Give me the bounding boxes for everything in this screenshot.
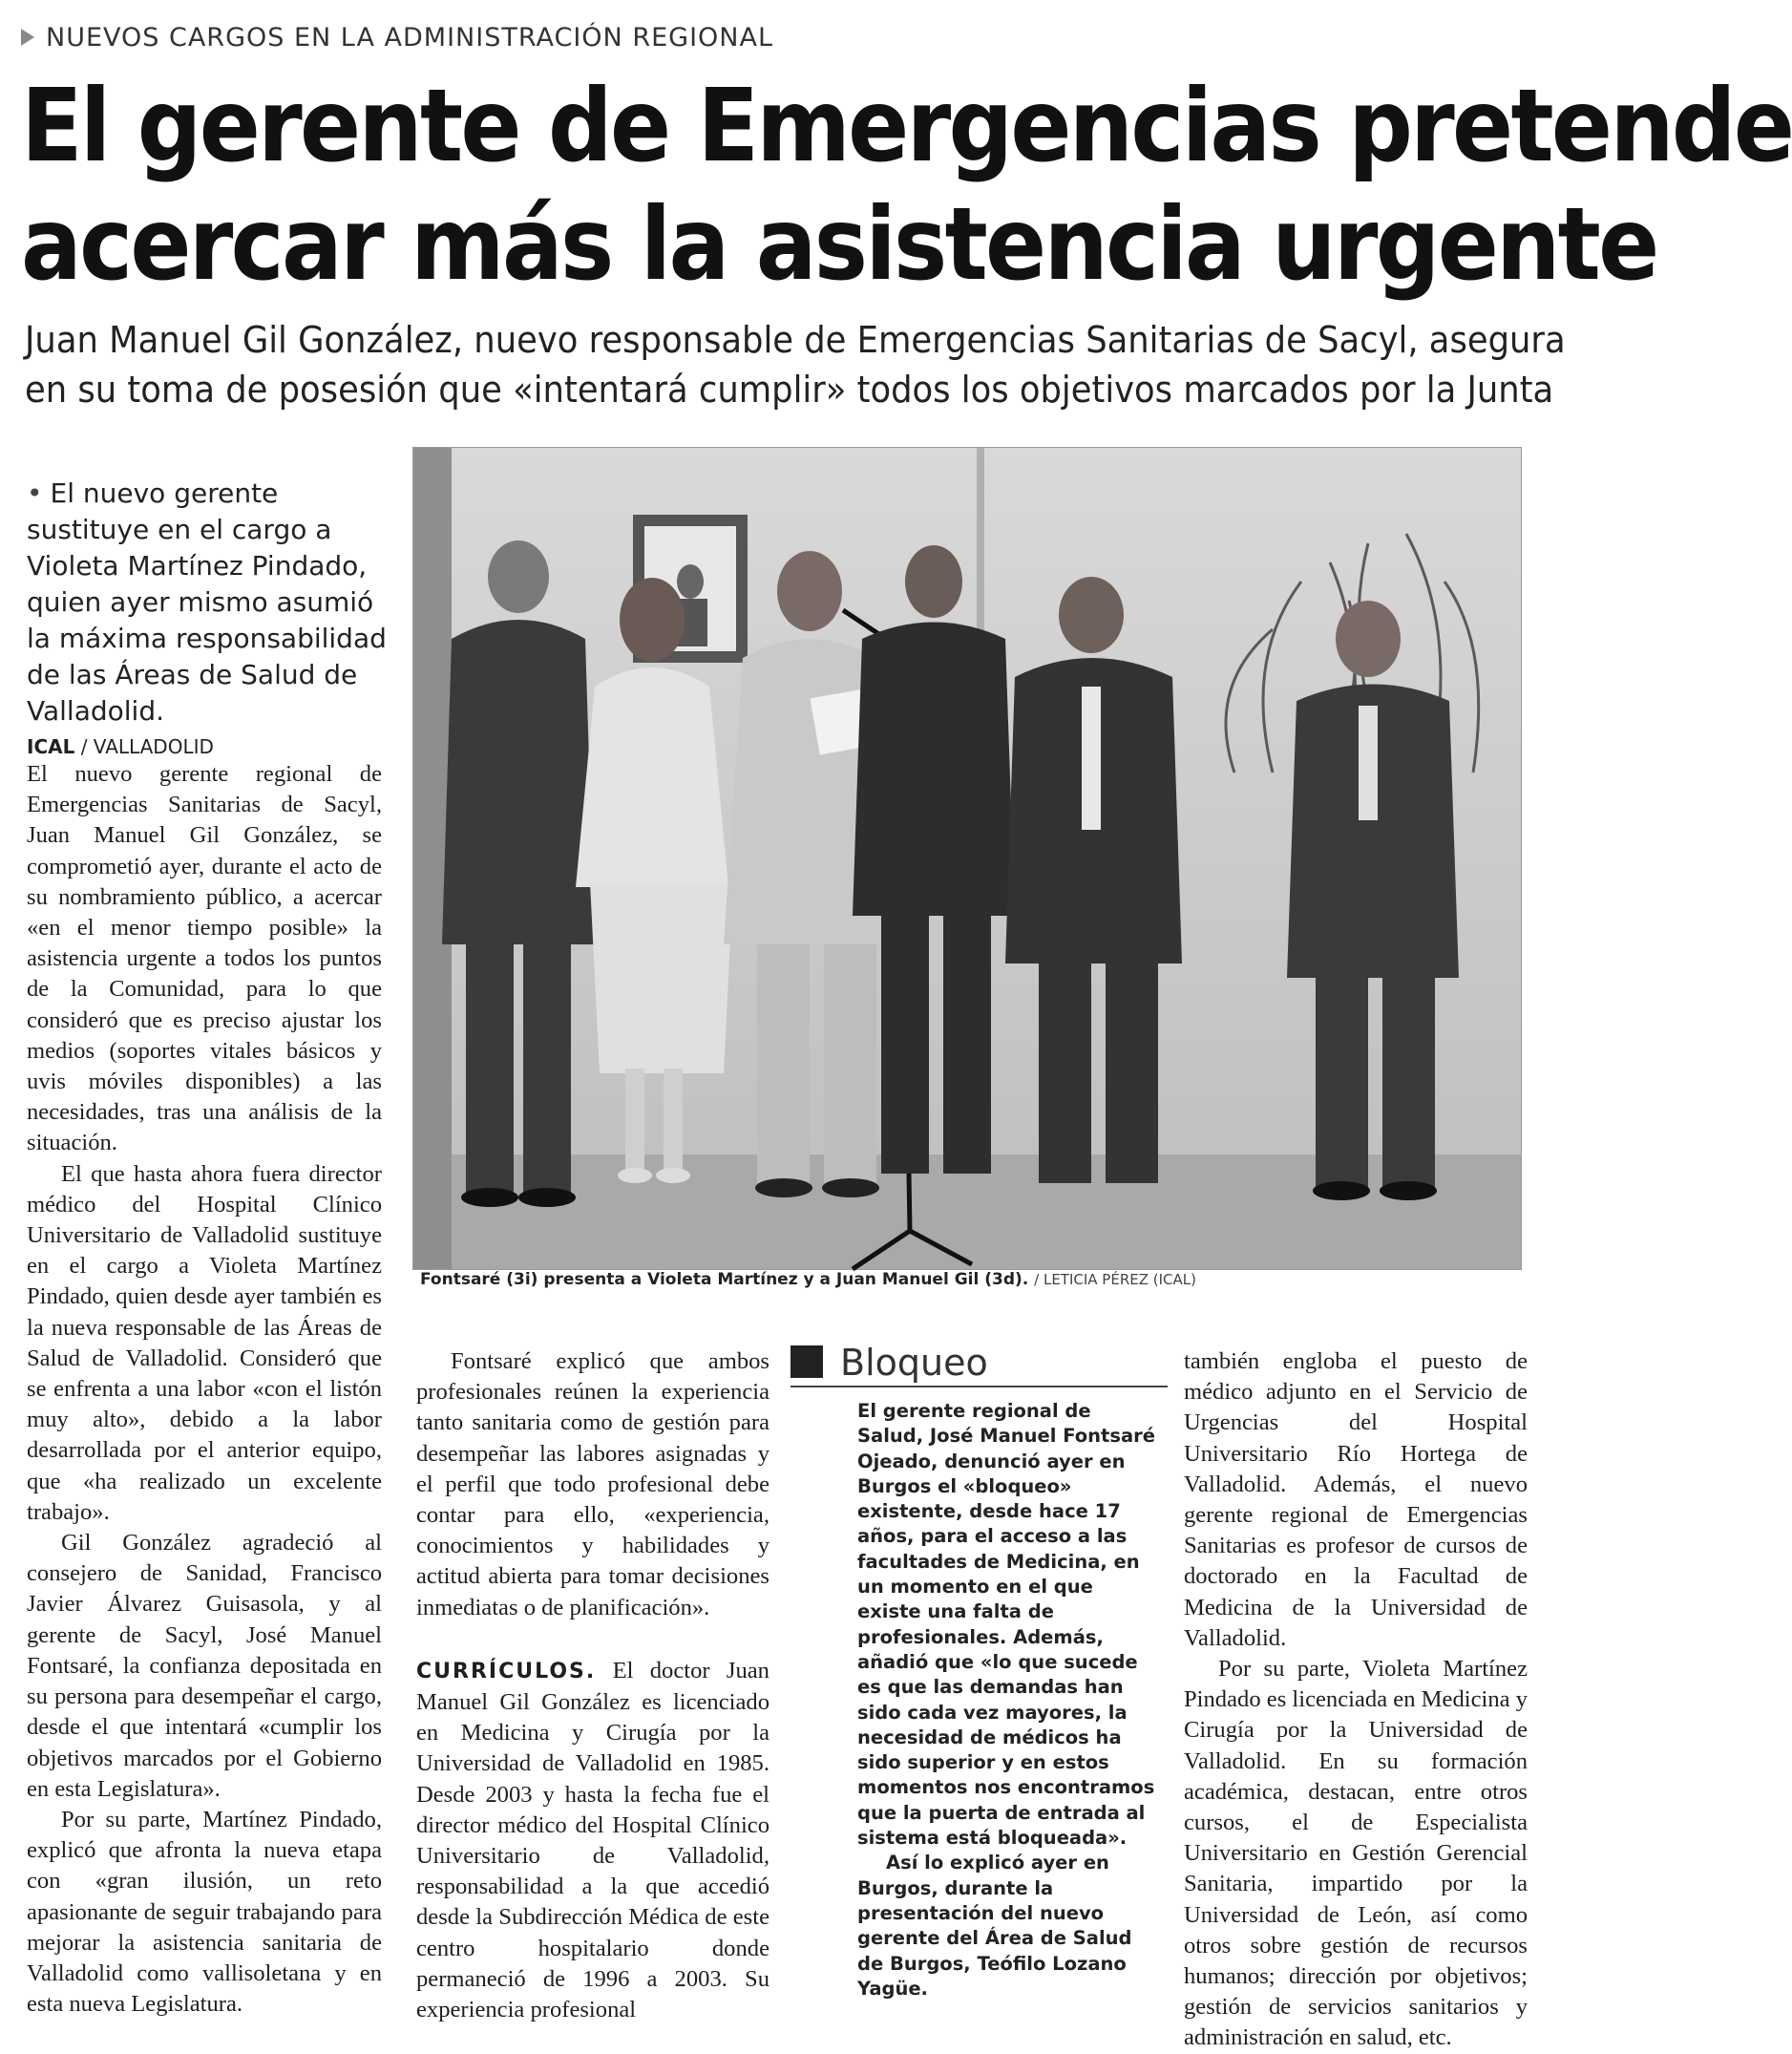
- section-heading: CURRÍCULOS.: [416, 1659, 597, 1683]
- paragraph: también engloba el puesto de médico adjunto en el Servicio de Urgencias del Hospital Universitario Río Hortega de Valladolid. Además, el nuevo gerente regional de Emergencias Sanitarias es profesor de cursos de doctorado en la Facultad de Medicina de la Universidad de Valladolid.: [1184, 1348, 1528, 1651]
- news-photo: [412, 447, 1522, 1270]
- paragraph: [416, 1656, 770, 2025]
- photo-credit: / LETICIA PÉREZ (ICAL): [1034, 1271, 1196, 1288]
- lead-summary: [27, 476, 390, 730]
- paragraph: Por su parte, Violeta Martínez Pindado es licenciada en Medicina y Cirugía por la Universidad de Valladolid. En su formación académica, destacan, entre otros cursos, el de Especialista Universitario en Gestión Gerencial Sanitaria, impartido por la Universidad de León, así como otros sobre gestión de recursos humanos; dirección por objetivos; gestión de servicios sanitarios y administración en salud, etc.: [1184, 1656, 1528, 2051]
- photo-caption: [420, 1270, 1518, 1289]
- sidebar-text: [857, 1399, 1163, 2001]
- paragraph: Gil González agradeció al consejero de Sanidad, Francisco Javier Álvarez Guisasola, y al gerente de Sacyl, José Manuel Fontsaré, la confianza depositada en su persona para desempeñar el cargo, desde el que intentará «cumplir los objetivos marcados por el Gobierno en esta Legislatura».: [27, 1530, 382, 1802]
- subheadline: [25, 315, 1566, 414]
- paragraph: El nuevo gerente regional de Emergencias Sanitarias de Sacyl, Juan Manuel Gil González, se comprometió ayer, durante el acto de su nombramiento público, a acercar «en el menor tiempo posible» la asistencia urgente a todos los puntos de la Comunidad, para lo que consideró que es preciso ajustar los medios (soportes vitales básicos y uvis móviles disponibles) a las necesidades, tras una análisis de la situación.: [27, 761, 382, 1156]
- paragraph-text: El doctor Juan Manuel Gil González es licenciado en Medicina y Cirugía por la Universidad de Valladolid en 1985. Desde 2003 y hasta la fecha fue el director médico del Hospital Clínico Universitario de Valladolid, responsabilidad a la que accedió desde la Subdirección Médica de este centro hospitalario donde permaneció de 1996 a 2003. Su experiencia profesional: [416, 1657, 770, 2023]
- paragraph: Por su parte, Martínez Pindado, explicó que afronta la nueva etapa con «gran ilusión, un reto apasionante de seguir trabajando para mejorar la asistencia sanitaria de Valladolid como vallisoletana y en esta nueva Legislatura.: [27, 1806, 382, 2018]
- subheadline-line-2: en su toma de posesión que «intentará cumplir» todos los objetivos marcados por la Junta: [25, 369, 1554, 411]
- paragraph: El gerente regional de Salud, José Manuel Fontsaré Ojeado, denunció ayer en Burgos el «bloqueo» existente, desde hace 17 años, para el acceso a las facultades de Medicina, en un momento en el que existe una falta de profesionales. Además, añadió que «lo que sucede es que las demandas han sido cada vez mayores, la necesidad de médicos ha sido superior y en estos momentos nos encontramos que la puerta de entrada al sistema está bloqueada».: [857, 1400, 1155, 1850]
- paragraph: El que hasta ahora fuera director médico del Hospital Clínico Universitario de Valladolid sustituye en el cargo a Violeta Martínez Pindado, quien desde ayer también es la nueva responsable de las Áreas de Salud de Valladolid. Consideró que se enfrenta a una labor «con el listón muy alto», debido a la labor desarrollada por el anterior equipo, que «ha realizado un excelente trabajo».: [27, 1160, 382, 1525]
- bullet-icon: •: [27, 477, 43, 509]
- sidebar-title: Bloqueo: [840, 1342, 988, 1384]
- sidebar-box: [791, 1342, 1168, 2020]
- divider: [791, 1386, 1168, 1387]
- section-label: NUEVOS CARGOS EN LA ADMINISTRACIÓN REGIONAL: [46, 22, 774, 53]
- subheadline-line-1: Juan Manuel Gil González, nuevo responsable de Emergencias Sanitarias de Sacyl, asegura: [25, 319, 1566, 361]
- headline-line-2: acercar más la asistencia urgente: [21, 186, 1657, 303]
- article-column-1: [27, 759, 382, 2020]
- article-column-4: [1184, 1346, 1528, 2051]
- headline-line-1: El gerente de Emergencias pretende: [21, 68, 1792, 184]
- lead-text: El nuevo gerente sustituye en el cargo a Violeta Martínez Pindado, quien ayer mismo asumió la máxima responsabilidad de las Áreas de Salud de Valladolid.: [27, 477, 387, 727]
- arrow-icon: [21, 29, 34, 46]
- byline-place: VALLADOLID: [93, 735, 214, 758]
- paragraph: Fontsaré explicó que ambos profesionales reúnen la experiencia tanto sanitaria como de gestión para desempeñar las labores asignadas y el perfil que todo profesional debe contar para ello, «experiencia, conocimientos y habilidades y actitud abierta para tomar decisiones inmediatas o de planificación».: [416, 1348, 770, 1620]
- byline-agency: ICAL: [27, 735, 75, 758]
- byline: ICAL / VALLADOLID: [27, 735, 214, 758]
- newspaper-logo-icon: [791, 1345, 823, 1378]
- paragraph: Así lo explicó ayer en Burgos, durante la presentación del nuevo gerente del Área de Salud de Burgos, Teófilo Lozano Yagüe.: [857, 1852, 1132, 2000]
- headline: [21, 67, 1792, 304]
- section-header: [21, 13, 880, 61]
- article-column-2: [416, 1346, 770, 2025]
- group-photo-illustration: [413, 448, 1521, 1269]
- photo-caption-text: Fontsaré (3i) presenta a Violeta Martínez y a Juan Manuel Gil (3d).: [420, 1270, 1029, 1289]
